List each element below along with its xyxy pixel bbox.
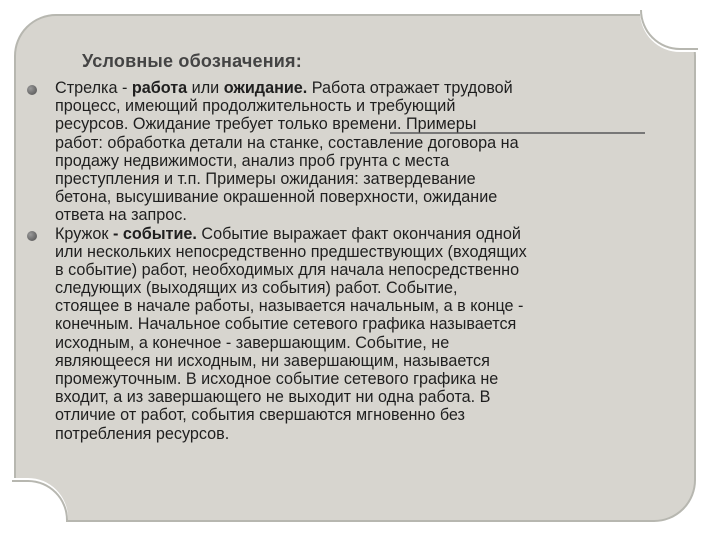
- text-line: [55, 388, 697, 406]
- text-line: [55, 134, 697, 152]
- text-line: [55, 352, 697, 370]
- text-line: [55, 243, 697, 261]
- text-run: входит, а из завершающего не выходит ни одна работа. В: [55, 388, 491, 407]
- text-line: [55, 97, 697, 115]
- text-line: [55, 334, 697, 352]
- bullet-text-block: [55, 79, 697, 225]
- text-run: Стрелка -: [55, 79, 132, 97]
- text-run: работ: обработка детали на станке, составление договора на: [55, 133, 519, 152]
- text-line: [55, 279, 697, 297]
- text-line: [55, 370, 697, 388]
- text-run: следующих (выходящих из события) работ. Событие,: [55, 279, 458, 298]
- text-run: являющееся ни исходным, ни завершающим, называется: [55, 351, 490, 370]
- text-run: Кружок: [55, 224, 113, 243]
- bold-term: работа: [131, 79, 188, 97]
- text-run: исходным, а конечное - завершающим. Событие, не: [55, 333, 450, 352]
- text-line: [55, 170, 697, 188]
- text-run: потребления ресурсов.: [55, 424, 230, 443]
- text-line: [55, 115, 697, 133]
- slide-content: [55, 79, 697, 443]
- text-line: [55, 406, 697, 424]
- text-line: [55, 152, 697, 170]
- bullet-item-arrow: [55, 79, 697, 225]
- text-line: [55, 297, 697, 315]
- text-run: Событие выражает факт окончания одной: [196, 224, 521, 243]
- text-line: [55, 206, 697, 224]
- text-run: бетона, высушивание окрашенной поверхности, ожидание: [55, 188, 498, 207]
- text-run: конечным. Начальное событие сетевого графика называется: [55, 315, 517, 334]
- text-run: или нескольких непосредственно предшествующих (входящих: [55, 242, 527, 261]
- bullet-text-block: [55, 225, 697, 443]
- text-run: продажу недвижимости, анализ проб грунта с места: [55, 151, 450, 170]
- text-run: промежуточным. В исходное событие сетевого графика не: [55, 370, 499, 388]
- text-run: преступления и т.п. Примеры ожидания: затвердевание: [55, 169, 476, 188]
- text-run: в событие) работ, необходимых для начала непосредственно: [55, 260, 520, 279]
- text-run: стоящее в начале работы, называется начальным, а в конце -: [55, 297, 524, 316]
- text-line: [55, 261, 697, 279]
- text-line: [55, 188, 697, 206]
- text-run: ответа на запрос.: [55, 206, 187, 225]
- text-line: [55, 79, 697, 97]
- text-run: отличие от работ, события свершаются мгновенно без: [55, 406, 465, 425]
- bold-term: ожидание.: [223, 79, 308, 97]
- bullet-item-circle: [55, 225, 697, 443]
- text-line: [55, 425, 697, 443]
- bullet-dot-icon: [27, 85, 37, 95]
- text-run: ресурсов. Ожидание требует только времени. Примеры: [55, 115, 477, 134]
- bullet-dot-icon: [27, 231, 37, 241]
- bold-term: - событие.: [112, 224, 197, 243]
- slide-title: Условные обозначения:: [82, 51, 302, 71]
- text-run: или: [187, 79, 224, 97]
- text-run: Работа отражает трудовой: [307, 79, 513, 97]
- text-line: [55, 225, 697, 243]
- text-line: [55, 315, 697, 333]
- text-run: процесс, имеющий продолжительность и требующий: [55, 97, 456, 116]
